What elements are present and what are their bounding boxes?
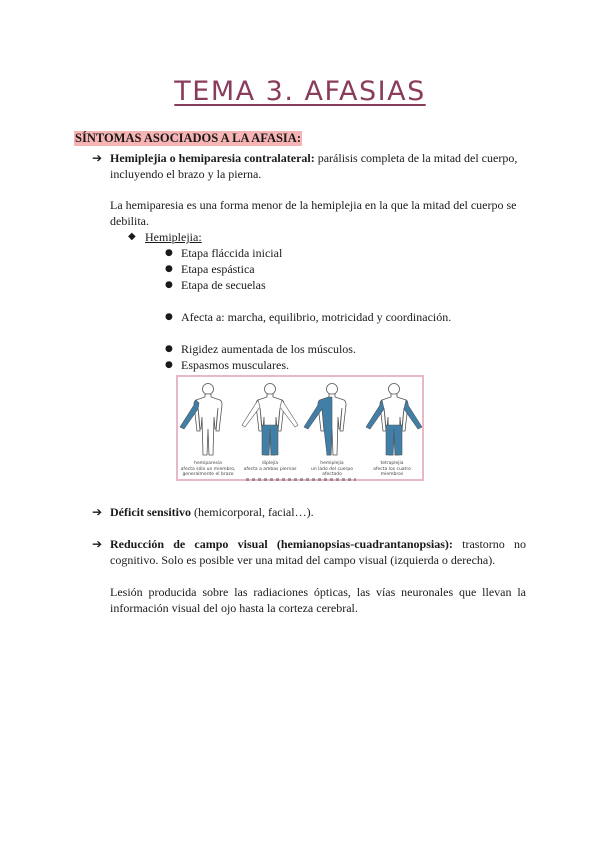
list-item-deficit-sensitivo [110,504,526,520]
page-title: TEMA 3. AFASIAS [174,76,426,107]
list-item: Etapa espástica [181,262,255,276]
dot-bullet-icon: ● [165,360,173,370]
subheading-hemiplejia: Hemiplejia: [145,230,202,244]
figure-caption: diplejía afecta a ambas piernas [243,461,297,472]
list-item: Etapa de secuelas [181,278,266,292]
figure-caption: hemiparesia afecta sólo un miembro, generalmente el brazo [180,461,236,477]
item-text: parálisis completa de la mitad del cuerpo, incluyendo el brazo y la pierna. [110,151,518,181]
arrow-bullet-icon: ➔ [92,151,103,165]
diamond-bullet-icon: ◆ [128,231,136,242]
list-item: Etapa fláccida inicial [181,246,283,260]
list-item-reduccion-campo-visual [110,536,526,568]
list-item-hemiplejia [110,150,526,182]
figure-caption: tetraplejia afecta los cuatro miembros [373,461,411,477]
paralysis-types-figure [176,375,424,481]
dot-bullet-icon: ● [165,312,173,322]
body-hemiparesia [180,384,222,456]
item-bold-label: Hemiplejia o hemiparesia contralateral: [110,151,315,165]
figure-caption: hemiplejia un lado del cuerpo afectado [310,461,354,477]
arrow-bullet-icon: ➔ [92,505,103,519]
dot-bullet-icon: ● [165,248,173,258]
list-item: Rigidez aumentada de los músculos. [181,342,356,356]
list-item: Espasmos musculares. [181,358,289,372]
body-diplejia [242,384,298,456]
body-tetraplejia [366,384,422,456]
arrow-bullet-icon: ➔ [92,537,103,551]
list-item: Afecta a: marcha, equilibrio, motricidad y coordinación. [181,310,452,324]
item-text: trastorno no cognitivo. Solo es posible ver una mitad del campo visual (izquierda o derecha). [110,537,526,567]
dot-bullet-icon: ● [165,280,173,290]
dot-bullet-icon: ● [165,264,173,274]
figure-cropped-text [246,478,356,481]
item-bold-label: Déficit sensitivo [110,505,191,519]
paragraph-hemiparesia: La hemiparesia es una forma menor de la hemiplejia en la que la mitad del cuerpo se debilita. [110,198,517,228]
body-hemiplejia [304,384,346,456]
dot-bullet-icon: ● [165,344,173,354]
item-bold-label: Reducción de campo visual (hemianopsias-cuadrantanopsias): [110,537,453,551]
item-text: (hemicorporal, facial…). [190,505,314,519]
section-heading: SÍNTOMAS ASOCIADOS A LA AFASIA: [75,131,301,145]
paragraph-lesion: Lesión producida sobre las radiaciones ópticas, las vías neuronales que llevan la información visual del ojo hasta la corteza cerebral. [110,585,526,615]
